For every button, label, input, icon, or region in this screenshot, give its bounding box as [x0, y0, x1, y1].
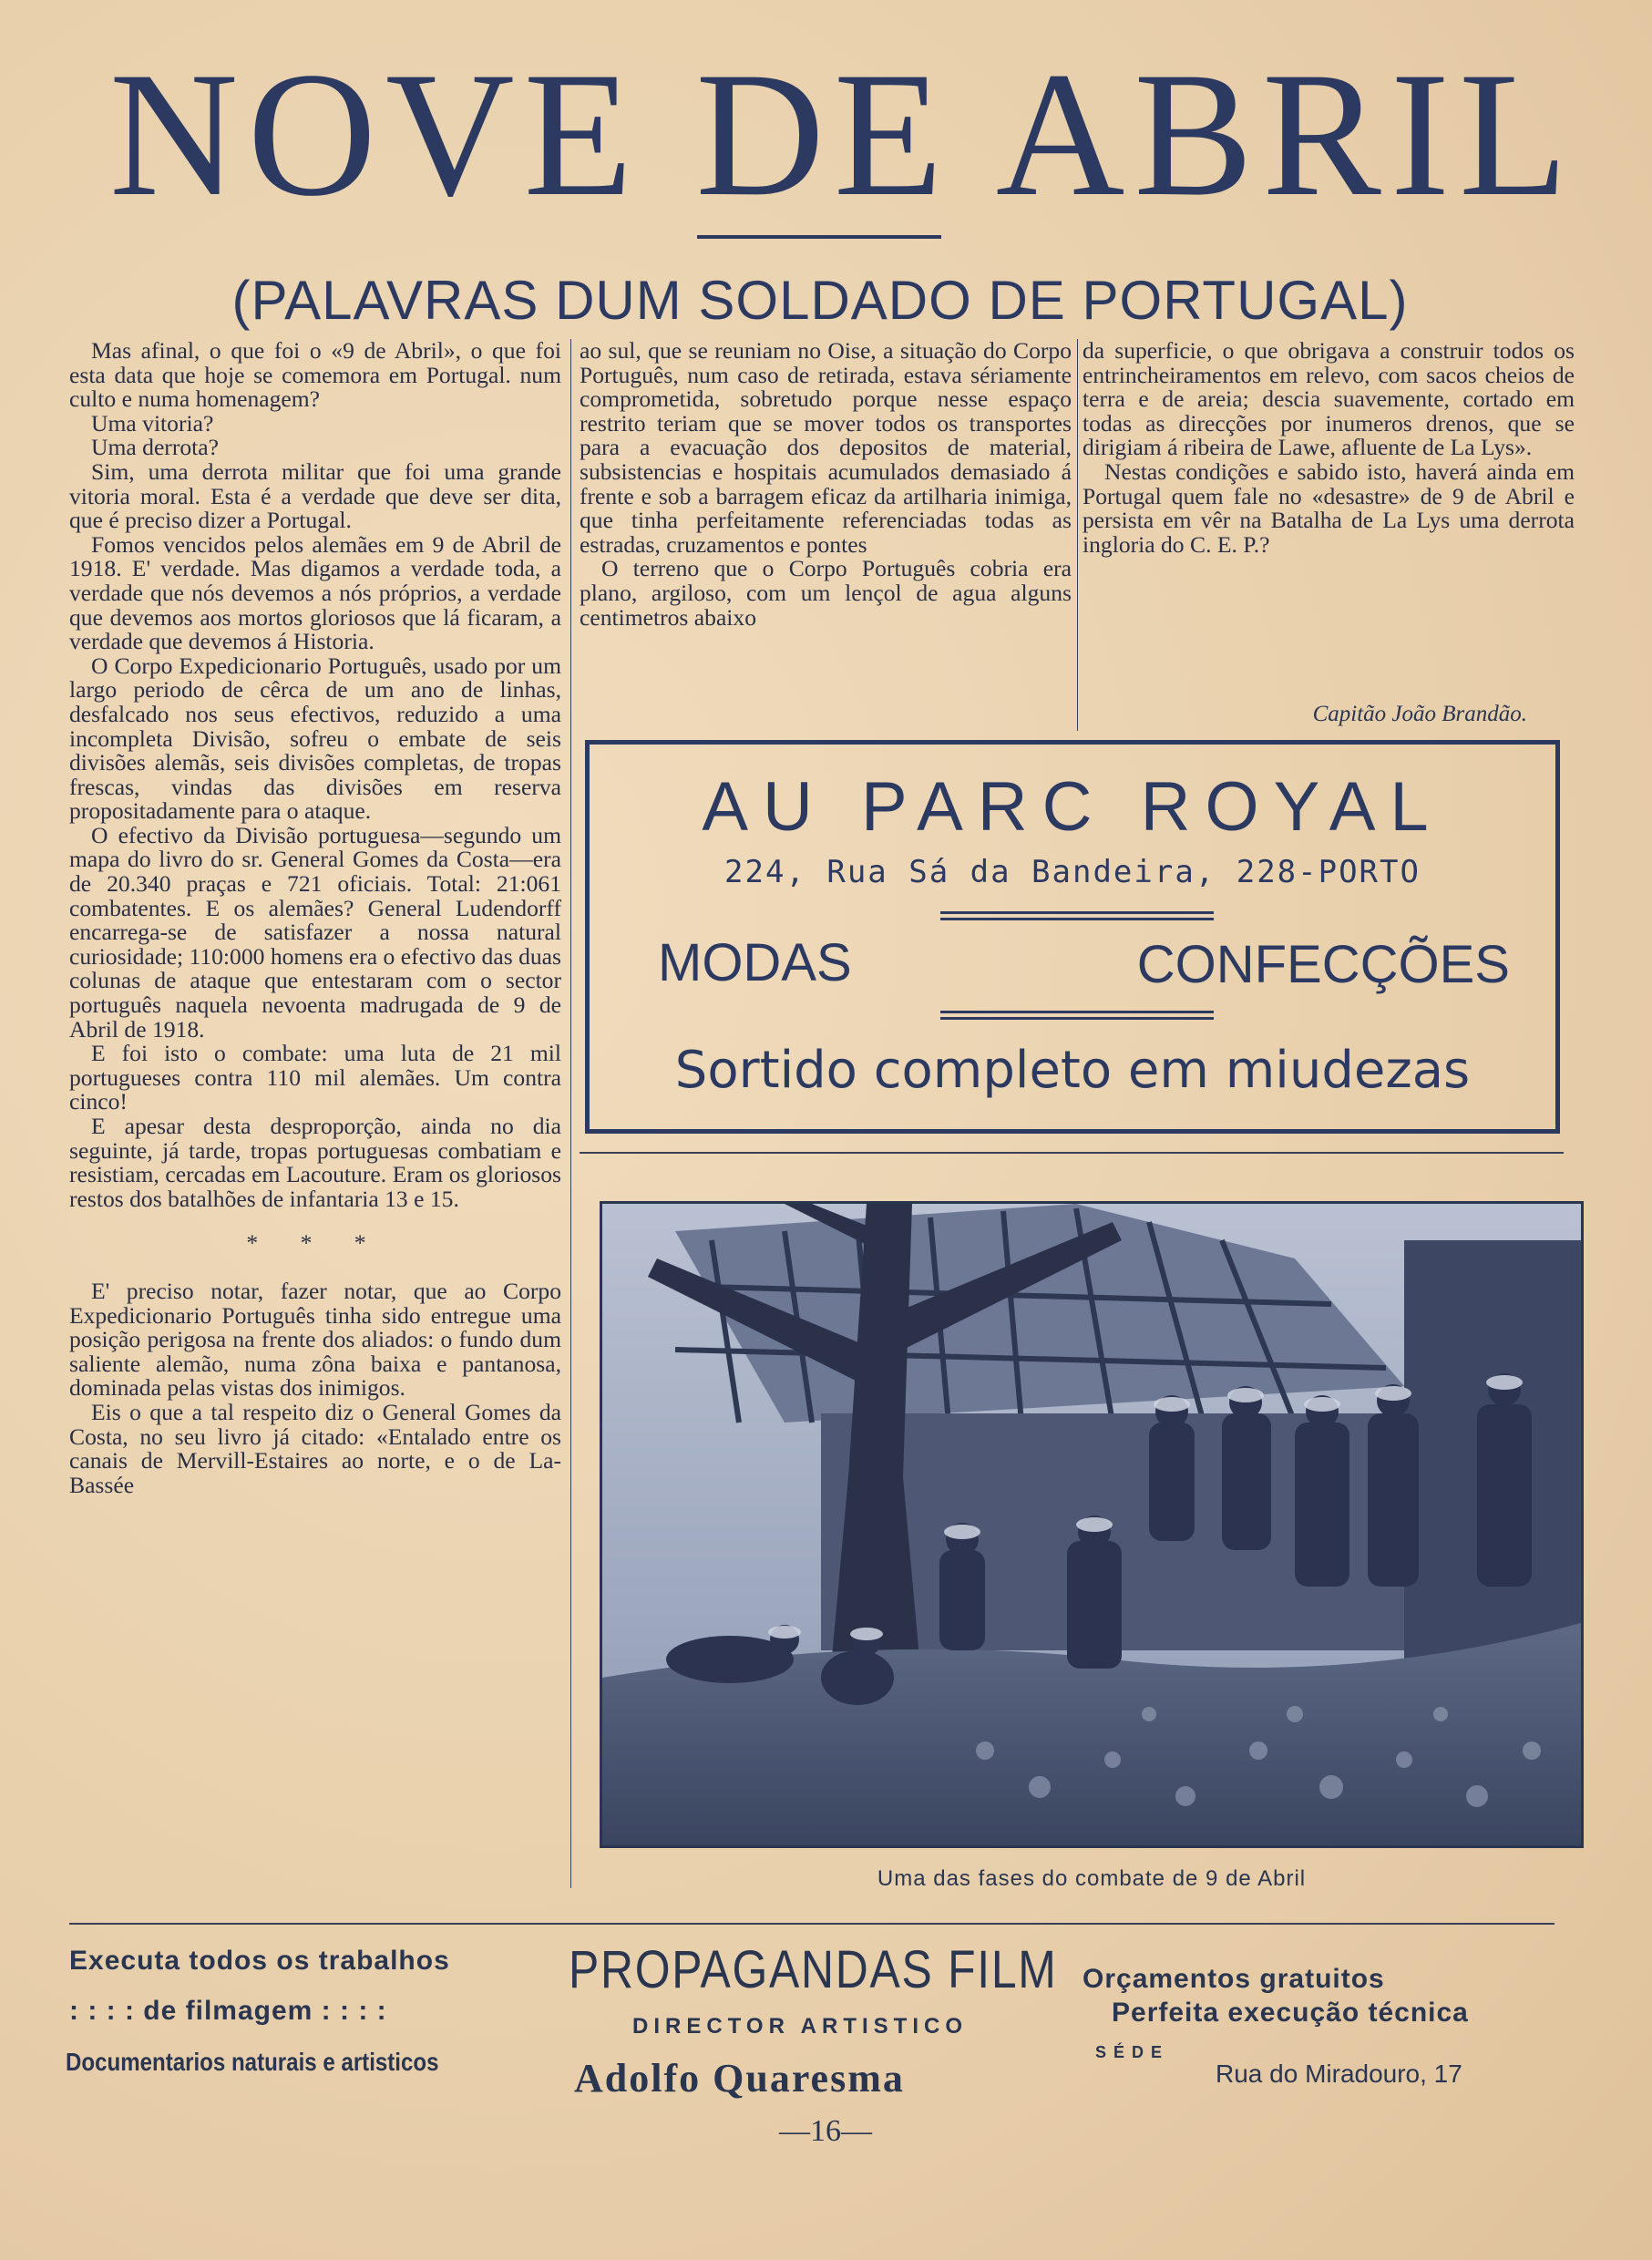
ad-confeccoes: CONFECÇÕES	[1136, 935, 1510, 994]
ad-address: 224, Rua Sá da Bandeira, 228-PORTO	[724, 854, 1421, 890]
footer-director-role: DIRECTOR ARTISTICO	[632, 2014, 969, 2039]
advertisement-parc-royal	[585, 740, 1560, 1134]
article-column-3	[1083, 339, 1575, 731]
photo-illustration	[602, 1204, 1581, 1845]
footer-services-line: : : : : de filmagem : : : :	[69, 1996, 387, 2026]
paragraph: Uma derrota?	[91, 434, 219, 461]
paragraph: Fomos vencidos pelos alemães em 9 de Abril de 1918. E' verdade. Mas digamos a verdade toda, a verdade que nós devemos a nós próprios, a verdade que devemos aos mortos gloriosos que lá ficaram, a verdade que devemos á Historia.	[69, 530, 561, 655]
paragraph: Sim, uma derrota militar que foi uma grande vitoria moral. Esta é a verdade que deve ser dita, que é preciso dizer a Portugal.	[69, 457, 561, 534]
paragraph: Uma vitoria?	[91, 409, 214, 437]
paragraph: da superficie, o que obrigava a construir todos os entrincheiramentos em relevo, com sacos cheios de terra e de areia; descia suavemente, cortado em todas as direcções por inumeros drenos, que se dirigiam á ribeira de Lawe, afluente de La Lys».	[1083, 337, 1575, 461]
paragraph: O terreno que o Corpo Português cobria era plano, argiloso, com um lençol de agua alguns centimetros abaixo	[580, 555, 1072, 631]
footer-offer-line: Orçamentos gratuitos	[1083, 1964, 1385, 1994]
column-divider	[570, 339, 571, 1888]
photo-caption: Uma das fases do combate de 9 de Abril	[877, 1866, 1307, 1891]
paragraph: O Corpo Expedicionario Português, usado por um largo periodo de cêrca de um ano de linhas, desfalcado nos seus efectivos, reduzido a uma incompleta Divisão, sofreu o embate de seis divisões alemãs, seis divisões completas, de tropas frescas, vindas das divisões em reserva propositadamente para o ataque.	[69, 652, 561, 825]
paragraph: E apesar desta desproporção, ainda no dia seguinte, já tarde, tropas portuguesas combatiam e resistiam, cercadas em Lacouture. Eram os gloriosos restos dos batalhões de infantaria 13 e 15.	[69, 1113, 561, 1212]
author-signature: Capitão João Brandão.	[1312, 702, 1527, 726]
paragraph: E foi isto o combate: uma luta de 21 mil portugueses contra 110 mil alemães. Um contra cinco!	[69, 1040, 561, 1115]
paragraph: Mas afinal, o que foi o «9 de Abril», o que foi esta data que hoje se comemora em Portugal. num culto e numa homenagem?	[69, 337, 561, 413]
footer-divider	[69, 1923, 1555, 1925]
ad-divider	[940, 918, 1214, 920]
section-divider	[580, 1152, 1564, 1154]
title-divider	[697, 235, 941, 239]
battle-photograph	[600, 1201, 1584, 1848]
footer-services-line: Documentarios naturais e artisticos	[66, 2048, 439, 2076]
paragraph: O efectivo da Divisão portuguesa—segundo um mapa do livro do sr. General Gomes da Costa—era de 20.340 praças e 721 oficiais. Total: 21:061 combatentes. E os alemães? General Ludendorff encarrega-se de satisfazer a nossa natural curiosidade; 110:000 homens era o efectivo das duas colunas de ataque que entestaram com o sector português naquela nevoenta madrugada de 9 de Abril de 1918.	[69, 821, 561, 1043]
ad-divider	[940, 1017, 1214, 1020]
page-number: —16—	[779, 2114, 872, 2148]
footer-offer-line: Perfeita execução técnica	[1112, 1998, 1469, 2028]
article-column-2	[580, 339, 1072, 731]
column-divider	[1077, 339, 1078, 731]
article-column-1	[69, 339, 561, 1888]
footer-address: Rua do Miradouro, 17	[1216, 2060, 1462, 2088]
section-separator: * * *	[246, 1229, 385, 1257]
ad-store-name: AU PARC ROYAL	[702, 768, 1443, 846]
ad-modas: MODAS	[658, 933, 852, 992]
masthead-title: NOVE DE ABRIL	[109, 36, 1577, 233]
ad-tagline: Sortido completo em miudezas	[674, 1041, 1471, 1100]
footer-sede-label: SÉDE	[1095, 2043, 1170, 2061]
footer-services-line: Executa todos os trabalhos	[69, 1946, 450, 1976]
footer-director-name: Adolfo Quaresma	[574, 2056, 905, 2101]
footer-brand: PROPAGANDAS FILM	[569, 1940, 1058, 1999]
paragraph: ao sul, que se reuniam no Oise, a situação do Corpo Português, num caso de retirada, estava sériamente comprometida, sobretudo porque nesse espaço restrito teriam que se mover todos os transportes para a evacuação dos depositos de material, subsistencias e hospitais acumulados demasiado á frente e sob a barragem eficaz da artilharia inimiga, que tinha perfeitamente referenciadas todas as estradas, cruzamentos e pontes	[580, 337, 1072, 558]
article-subtitle: (PALAVRAS DUM SOLDADO DE PORTUGAL)	[231, 270, 1409, 331]
paragraph: Nestas condições e sabido isto, haverá ainda em Portugal quem fale no «desastre» de 9 de Abril e persista em vêr na Batalha de La Lys uma derrota ingloria do C. E. P.?	[1083, 457, 1575, 558]
ad-divider	[940, 911, 1214, 914]
ad-divider	[940, 1011, 1214, 1013]
paragraph: Eis o que a tal respeito diz o General Gomes da Costa, no seu livro já citado: «Entalado entre os canais de Mervill-Estaires ao norte, e o de La-Bassée	[69, 1398, 561, 1498]
paragraph: E' preciso notar, fazer notar, que ao Corpo Expedicionario Português tinha sido entregue uma posição perigosa na frente dos aliados: o fundo dum saliente alemão, numa zôna baixa e pantanosa, dominada pelas vistas dos inimigos.	[69, 1277, 561, 1402]
